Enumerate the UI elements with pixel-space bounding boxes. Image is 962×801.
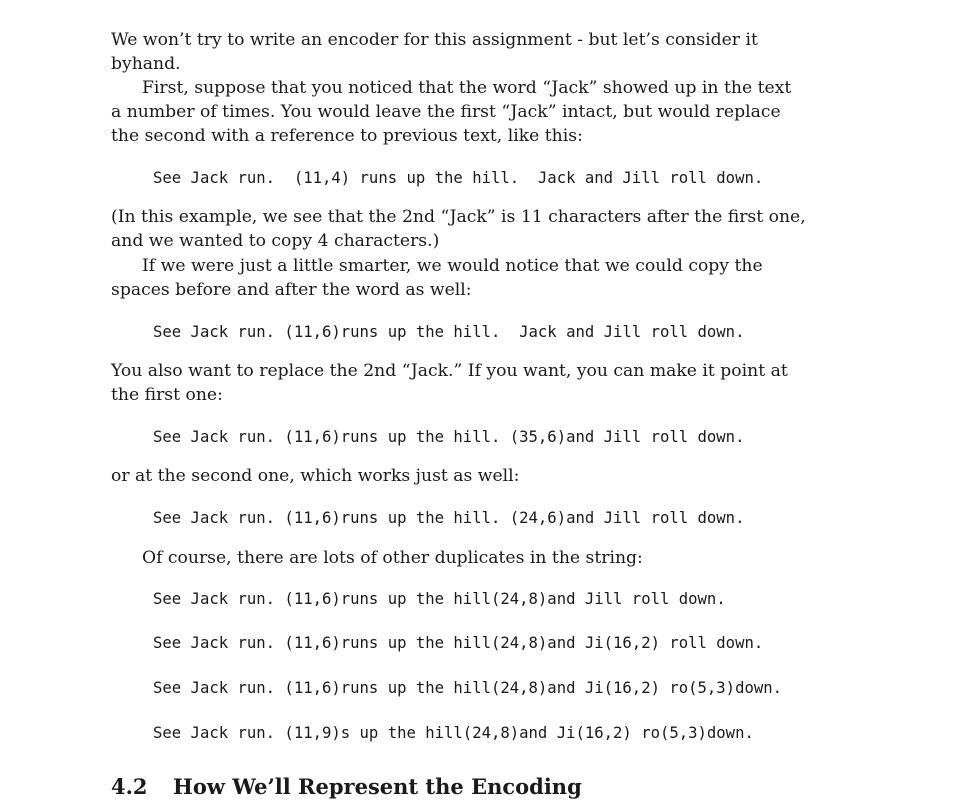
section-title: How We’ll Represent the Encoding bbox=[173, 774, 582, 799]
section-heading bbox=[111, 773, 582, 801]
paragraph-example-note bbox=[111, 205, 806, 253]
code-example-8: See Jack run. (11,9)s up the hill(24,8)and Ji(16,2) ro(5,3)down. bbox=[153, 724, 754, 742]
paragraph-second-one bbox=[111, 464, 519, 488]
section-number: 4.2 bbox=[111, 774, 148, 799]
text-line: You also want to replace the 2nd “Jack.” If you want, you can make it point at bbox=[111, 361, 788, 381]
text-line: the first one: bbox=[111, 385, 223, 405]
code-example-6: See Jack run. (11,6)runs up the hill(24,8)and Ji(16,2) roll down. bbox=[153, 634, 764, 652]
text-line: a number of times. You would leave the first “Jack” intact, but would replace bbox=[111, 102, 781, 122]
paragraph-intro bbox=[111, 28, 758, 76]
paragraph-replace-second bbox=[111, 359, 788, 407]
code-example-5: See Jack run. (11,6)runs up the hill(24,8)and Jill roll down. bbox=[153, 590, 726, 608]
code-example-7: See Jack run. (11,6)runs up the hill(24,8)and Ji(16,2) ro(5,3)down. bbox=[153, 679, 783, 697]
code-example-3: See Jack run. (11,6)runs up the hill. (35,6)and Jill roll down. bbox=[153, 428, 745, 446]
code-example-2: See Jack run. (11,6)runs up the hill. Jack and Jill roll down. bbox=[153, 323, 745, 341]
code-example-4: See Jack run. (11,6)runs up the hill. (24,6)and Jill roll down. bbox=[153, 509, 745, 527]
text-line: (In this example, we see that the 2nd “Jack” is 11 characters after the first one, bbox=[111, 207, 806, 227]
text-line: Of course, there are lots of other duplicates in the string: bbox=[142, 548, 643, 568]
text-line: If we were just a little smarter, we would notice that we could copy the bbox=[142, 256, 763, 276]
text-line: byhand. bbox=[111, 54, 181, 74]
text-line: First, suppose that you noticed that the word “Jack” showed up in the text bbox=[142, 78, 792, 98]
paragraph-smarter bbox=[111, 254, 763, 302]
text-line: or at the second one, which works just as well: bbox=[111, 466, 520, 486]
text-line: spaces before and after the word as well: bbox=[111, 280, 472, 300]
text-line: the second with a reference to previous text, like this: bbox=[111, 126, 583, 146]
paragraph-duplicates bbox=[111, 546, 643, 570]
text-line: and we wanted to copy 4 characters.) bbox=[111, 231, 440, 251]
text-line: We won’t try to write an encoder for this assignment - but let’s consider it bbox=[111, 30, 758, 50]
code-example-1: See Jack run. (11,4) runs up the hill. Jack and Jill roll down. bbox=[153, 169, 764, 187]
paragraph-first-suppose bbox=[111, 76, 791, 148]
